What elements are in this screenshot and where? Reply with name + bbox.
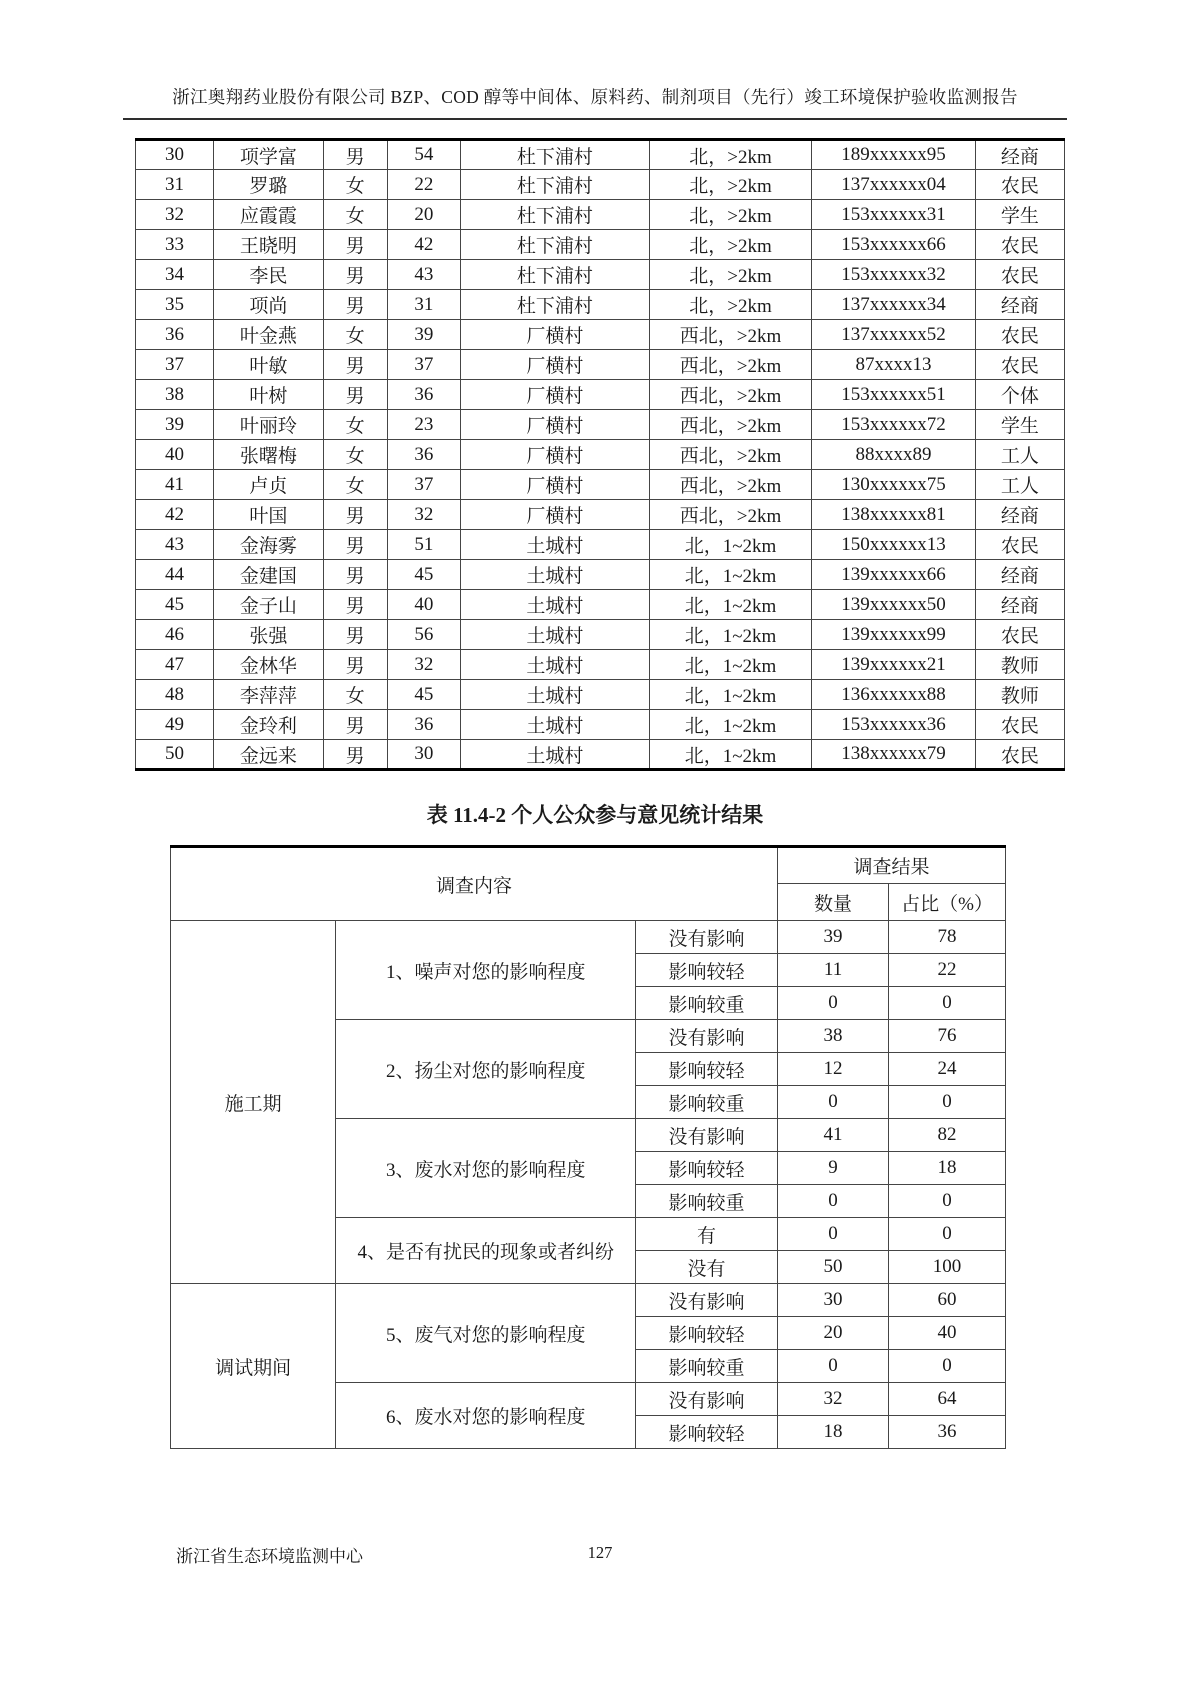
count-cell: 38 [778, 1020, 889, 1053]
table-cell: 50 [136, 740, 214, 770]
option-cell: 没有影响 [636, 1119, 778, 1152]
option-cell: 影响较重 [636, 1086, 778, 1119]
percent-cell: 0 [889, 1086, 1006, 1119]
table-cell: 农民 [975, 740, 1064, 770]
table-cell: 经商 [975, 500, 1064, 530]
question-cell: 4、是否有扰民的现象或者纠纷 [336, 1218, 636, 1284]
table-cell: 叶金燕 [214, 320, 324, 350]
option-cell: 没有 [636, 1251, 778, 1284]
table-cell: 39 [136, 410, 214, 440]
table-cell: 厂横村 [461, 500, 650, 530]
footer-page-number: 127 [587, 1543, 613, 1562]
table-cell: 项学富 [214, 140, 324, 170]
stats-table-title: 表 11.4-2 个人公众参与意见统计结果 [426, 803, 764, 827]
table-cell: 男 [323, 500, 387, 530]
public-survey-respondents-table [135, 138, 1065, 771]
footer-organization: 浙江省生态环境监测中心 [176, 1547, 363, 1566]
table-cell: 工人 [975, 440, 1064, 470]
count-cell: 0 [778, 1086, 889, 1119]
table-cell: 54 [387, 140, 460, 170]
table-cell: 40 [387, 590, 460, 620]
table-cell: 土城村 [461, 590, 650, 620]
percent-cell: 76 [889, 1020, 1006, 1053]
option-cell: 没有影响 [636, 1383, 778, 1416]
table-cell: 项尚 [214, 290, 324, 320]
table-cell: 男 [323, 380, 387, 410]
table-cell: 北，>2km [649, 230, 812, 260]
table-cell: 张曙梅 [214, 440, 324, 470]
table-cell: 北，1~2km [649, 680, 812, 710]
option-cell: 没有影响 [636, 1284, 778, 1317]
percent-cell: 22 [889, 954, 1006, 987]
table-cell: 女 [323, 320, 387, 350]
table-cell: 40 [136, 440, 214, 470]
table-cell: 杜下浦村 [461, 140, 650, 170]
page-header-title: 浙江奥翔药业股份有限公司 BZP、COD 醇等中间体、原料药、制剂项目（先行）竣工环境保护验收监测报告 [123, 84, 1067, 120]
table-cell: 杜下浦村 [461, 200, 650, 230]
table-cell: 北，1~2km [649, 620, 812, 650]
table-cell: 36 [387, 710, 460, 740]
table-cell: 西北，>2km [649, 380, 812, 410]
table-cell: 金建国 [214, 560, 324, 590]
percent-cell: 78 [889, 921, 1006, 954]
table-cell: 叶丽玲 [214, 410, 324, 440]
percent-cell: 18 [889, 1152, 1006, 1185]
table-cell: 西北，>2km [649, 350, 812, 380]
table-cell: 男 [323, 590, 387, 620]
table-row [136, 530, 1065, 560]
table-cell: 32 [136, 200, 214, 230]
stats-table-body [171, 921, 1006, 1449]
table-cell: 139xxxxxx66 [812, 560, 976, 590]
table-cell: 北，>2km [649, 200, 812, 230]
table-cell: 土城村 [461, 680, 650, 710]
table-cell: 34 [136, 260, 214, 290]
table-cell: 杜下浦村 [461, 230, 650, 260]
table-cell: 经商 [975, 590, 1064, 620]
table-cell: 41 [136, 470, 214, 500]
table-cell: 农民 [975, 260, 1064, 290]
option-cell: 没有影响 [636, 1020, 778, 1053]
option-cell: 没有影响 [636, 921, 778, 954]
table-row [136, 380, 1065, 410]
table-cell: 女 [323, 440, 387, 470]
table-cell: 150xxxxxx13 [812, 530, 976, 560]
table-row [136, 230, 1065, 260]
stats-header-result: 调查结果 [778, 847, 1006, 884]
table-cell: 女 [323, 470, 387, 500]
count-cell: 0 [778, 987, 889, 1020]
table-cell: 北，>2km [649, 170, 812, 200]
table-cell: 罗璐 [214, 170, 324, 200]
table-row [136, 260, 1065, 290]
table-cell: 北，1~2km [649, 650, 812, 680]
count-cell: 39 [778, 921, 889, 954]
table-cell: 男 [323, 740, 387, 770]
table-cell: 139xxxxxx99 [812, 620, 976, 650]
percent-cell: 0 [889, 1218, 1006, 1251]
table-cell: 44 [136, 560, 214, 590]
percent-cell: 60 [889, 1284, 1006, 1317]
table-cell: 李萍萍 [214, 680, 324, 710]
table-cell: 51 [387, 530, 460, 560]
table-cell: 北，>2km [649, 260, 812, 290]
table-cell: 138xxxxxx79 [812, 740, 976, 770]
stats-header-row-1 [171, 847, 1006, 884]
table-cell: 36 [387, 380, 460, 410]
table-cell: 西北，>2km [649, 440, 812, 470]
table-cell: 厂横村 [461, 410, 650, 440]
table-cell: 农民 [975, 170, 1064, 200]
table-cell: 31 [136, 170, 214, 200]
table-row [136, 560, 1065, 590]
table-cell: 卢贞 [214, 470, 324, 500]
question-cell: 1、噪声对您的影响程度 [336, 921, 636, 1020]
question-cell: 5、废气对您的影响程度 [336, 1284, 636, 1383]
table-cell: 女 [323, 200, 387, 230]
table-cell: 经商 [975, 290, 1064, 320]
table-cell: 男 [323, 620, 387, 650]
table-cell: 32 [387, 650, 460, 680]
table-cell: 32 [387, 500, 460, 530]
table-cell: 土城村 [461, 740, 650, 770]
opinion-statistics-table [170, 845, 1006, 1449]
count-cell: 30 [778, 1284, 889, 1317]
table-cell: 北，1~2km [649, 560, 812, 590]
table-cell: 38 [136, 380, 214, 410]
table-row [136, 740, 1065, 770]
table-cell: 153xxxxxx31 [812, 200, 976, 230]
question-cell: 2、扬尘对您的影响程度 [336, 1020, 636, 1119]
option-cell: 有 [636, 1218, 778, 1251]
table-row [136, 710, 1065, 740]
table-cell: 杜下浦村 [461, 170, 650, 200]
table-cell: 金远来 [214, 740, 324, 770]
percent-cell: 100 [889, 1251, 1006, 1284]
table-cell: 189xxxxxx95 [812, 140, 976, 170]
table-cell: 男 [323, 710, 387, 740]
table-cell: 43 [136, 530, 214, 560]
table-cell: 女 [323, 170, 387, 200]
table-cell: 男 [323, 560, 387, 590]
table-cell: 应霞霞 [214, 200, 324, 230]
table-cell: 厂横村 [461, 470, 650, 500]
table-cell: 31 [387, 290, 460, 320]
table-cell: 北，1~2km [649, 590, 812, 620]
percent-cell: 0 [889, 987, 1006, 1020]
table-cell: 西北，>2km [649, 410, 812, 440]
table-cell: 厂横村 [461, 440, 650, 470]
table-row [136, 200, 1065, 230]
table-cell: 22 [387, 170, 460, 200]
table-cell: 42 [387, 230, 460, 260]
table-cell: 教师 [975, 680, 1064, 710]
table-cell: 45 [387, 680, 460, 710]
table-cell: 厂横村 [461, 320, 650, 350]
table-cell: 56 [387, 620, 460, 650]
table-cell: 女 [323, 680, 387, 710]
table-cell: 土城村 [461, 530, 650, 560]
percent-cell: 64 [889, 1383, 1006, 1416]
percent-cell: 82 [889, 1119, 1006, 1152]
table-cell: 153xxxxxx51 [812, 380, 976, 410]
table-row [136, 680, 1065, 710]
table-cell: 土城村 [461, 650, 650, 680]
table-row [136, 590, 1065, 620]
table-cell: 男 [323, 650, 387, 680]
table-cell: 45 [136, 590, 214, 620]
table-row [171, 921, 1006, 954]
table-cell: 男 [323, 140, 387, 170]
table-cell: 北，>2km [649, 290, 812, 320]
table-cell: 153xxxxxx36 [812, 710, 976, 740]
table-cell: 学生 [975, 200, 1064, 230]
table-cell: 个体 [975, 380, 1064, 410]
table-cell: 37 [136, 350, 214, 380]
table-row [136, 290, 1065, 320]
table-cell: 西北，>2km [649, 470, 812, 500]
table-row [136, 350, 1065, 380]
table-cell: 46 [136, 620, 214, 650]
table-cell: 厂横村 [461, 380, 650, 410]
table-cell: 土城村 [461, 710, 650, 740]
option-cell: 影响较轻 [636, 1053, 778, 1086]
table-cell: 工人 [975, 470, 1064, 500]
table-cell: 土城村 [461, 620, 650, 650]
option-cell: 影响较轻 [636, 954, 778, 987]
table-cell: 23 [387, 410, 460, 440]
table-cell: 金子山 [214, 590, 324, 620]
table-cell: 137xxxxxx52 [812, 320, 976, 350]
table-cell: 金林华 [214, 650, 324, 680]
table-row [136, 440, 1065, 470]
count-cell: 18 [778, 1416, 889, 1449]
table-cell: 李民 [214, 260, 324, 290]
table-cell: 49 [136, 710, 214, 740]
table-cell: 男 [323, 260, 387, 290]
table-cell: 农民 [975, 620, 1064, 650]
table-cell: 北，>2km [649, 140, 812, 170]
question-cell: 3、废水对您的影响程度 [336, 1119, 636, 1218]
table-row [136, 500, 1065, 530]
table-cell: 136xxxxxx88 [812, 680, 976, 710]
table-row [136, 140, 1065, 170]
count-cell: 50 [778, 1251, 889, 1284]
table-cell: 王晓明 [214, 230, 324, 260]
table-row [136, 620, 1065, 650]
stats-header-content: 调查内容 [171, 847, 778, 921]
table-cell: 87xxxx13 [812, 350, 976, 380]
table-row [171, 1284, 1006, 1317]
table-cell: 男 [323, 350, 387, 380]
count-cell: 0 [778, 1350, 889, 1383]
table-cell: 30 [387, 740, 460, 770]
question-cell: 6、废水对您的影响程度 [336, 1383, 636, 1449]
table-cell: 153xxxxxx72 [812, 410, 976, 440]
table-cell: 47 [136, 650, 214, 680]
table-cell: 153xxxxxx32 [812, 260, 976, 290]
table-row [136, 170, 1065, 200]
table-cell: 36 [136, 320, 214, 350]
table-cell: 139xxxxxx50 [812, 590, 976, 620]
table-cell: 153xxxxxx66 [812, 230, 976, 260]
table-cell: 农民 [975, 320, 1064, 350]
count-cell: 11 [778, 954, 889, 987]
table-cell: 经商 [975, 140, 1064, 170]
table-cell: 金海雾 [214, 530, 324, 560]
percent-cell: 0 [889, 1350, 1006, 1383]
table-cell: 139xxxxxx21 [812, 650, 976, 680]
table-cell: 厂横村 [461, 350, 650, 380]
count-cell: 12 [778, 1053, 889, 1086]
count-cell: 32 [778, 1383, 889, 1416]
table-cell: 138xxxxxx81 [812, 500, 976, 530]
table-cell: 男 [323, 290, 387, 320]
table-cell: 农民 [975, 530, 1064, 560]
percent-cell: 24 [889, 1053, 1006, 1086]
table-cell: 土城村 [461, 560, 650, 590]
option-cell: 影响较重 [636, 1350, 778, 1383]
table-cell: 42 [136, 500, 214, 530]
survey-table-body [136, 140, 1065, 770]
table-cell: 37 [387, 470, 460, 500]
table-cell: 杜下浦村 [461, 260, 650, 290]
option-cell: 影响较轻 [636, 1317, 778, 1350]
table-cell: 48 [136, 680, 214, 710]
period-cell: 调试期间 [171, 1284, 336, 1449]
table-cell: 学生 [975, 410, 1064, 440]
table-cell: 农民 [975, 230, 1064, 260]
percent-cell: 40 [889, 1317, 1006, 1350]
table-cell: 39 [387, 320, 460, 350]
table-cell: 130xxxxxx75 [812, 470, 976, 500]
table-cell: 北，1~2km [649, 710, 812, 740]
table-cell: 137xxxxxx04 [812, 170, 976, 200]
option-cell: 影响较重 [636, 987, 778, 1020]
table-cell: 叶国 [214, 500, 324, 530]
table-cell: 杜下浦村 [461, 290, 650, 320]
table-cell: 经商 [975, 560, 1064, 590]
count-cell: 41 [778, 1119, 889, 1152]
table-cell: 男 [323, 230, 387, 260]
table-row [136, 470, 1065, 500]
stats-header-count: 数量 [778, 884, 889, 921]
stats-header-percent: 占比（%） [889, 884, 1006, 921]
table-cell: 36 [387, 440, 460, 470]
table-cell: 西北，>2km [649, 320, 812, 350]
table-cell: 35 [136, 290, 214, 320]
table-cell: 西北，>2km [649, 500, 812, 530]
option-cell: 影响较重 [636, 1185, 778, 1218]
percent-cell: 36 [889, 1416, 1006, 1449]
table-cell: 农民 [975, 350, 1064, 380]
table-cell: 137xxxxxx34 [812, 290, 976, 320]
table-cell: 45 [387, 560, 460, 590]
period-cell: 施工期 [171, 921, 336, 1284]
count-cell: 0 [778, 1218, 889, 1251]
table-row [136, 650, 1065, 680]
table-cell: 88xxxx89 [812, 440, 976, 470]
table-cell: 农民 [975, 710, 1064, 740]
table-cell: 叶敏 [214, 350, 324, 380]
table-cell: 33 [136, 230, 214, 260]
table-row [136, 410, 1065, 440]
table-cell: 金玲利 [214, 710, 324, 740]
table-cell: 20 [387, 200, 460, 230]
percent-cell: 0 [889, 1185, 1006, 1218]
table-cell: 43 [387, 260, 460, 290]
table-cell: 男 [323, 530, 387, 560]
table-cell: 北，1~2km [649, 740, 812, 770]
count-cell: 9 [778, 1152, 889, 1185]
table-cell: 30 [136, 140, 214, 170]
count-cell: 20 [778, 1317, 889, 1350]
table-cell: 教师 [975, 650, 1064, 680]
option-cell: 影响较轻 [636, 1416, 778, 1449]
table-cell: 叶树 [214, 380, 324, 410]
table-row [136, 320, 1065, 350]
table-cell: 北，1~2km [649, 530, 812, 560]
table-cell: 37 [387, 350, 460, 380]
table-cell: 张强 [214, 620, 324, 650]
option-cell: 影响较轻 [636, 1152, 778, 1185]
count-cell: 0 [778, 1185, 889, 1218]
table-cell: 女 [323, 410, 387, 440]
